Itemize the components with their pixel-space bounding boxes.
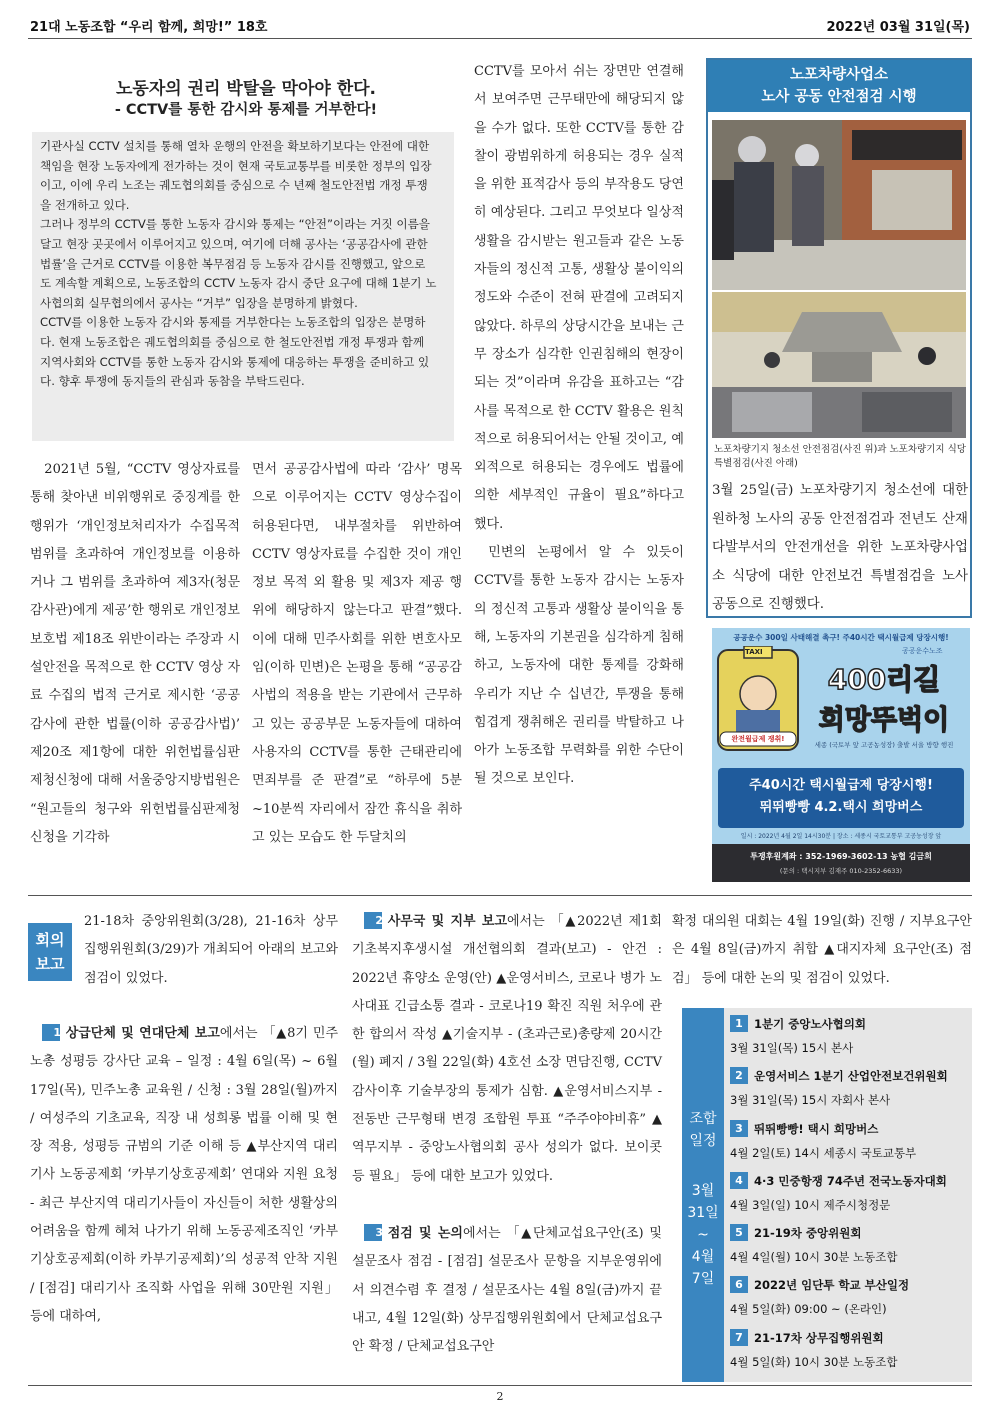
schedule-label-line: 조합	[689, 1111, 717, 1127]
article-column-3	[474, 58, 684, 794]
article-summary-box	[32, 132, 454, 441]
section-divider	[28, 895, 972, 896]
article-column-2	[252, 456, 462, 852]
schedule-list	[730, 1012, 968, 1378]
summary-line: 지역사회와 CCTV를 통한 노동자 감시와 통제에 대응하는 투쟁을 준비하고 있	[40, 354, 430, 369]
newsletter-title: 21대 노동조합 “우리 함께, 희망!” 18호	[30, 20, 268, 35]
panel-title	[708, 60, 970, 112]
meeting-report-label	[28, 923, 72, 981]
schedule-item-detail: 4월 5일(화) 09:00 ~ (온라인)	[730, 1302, 887, 1317]
union-schedule	[682, 1008, 972, 1382]
inspection-photo-bottom	[712, 292, 966, 438]
inspection-photo-top	[712, 120, 966, 290]
article-paragraph: 면서 공공감사법에 따라 ‘감사’ 명목으로 이루어지는 CCTV 영상수집이 허용된다면, 내부절차를 위반하여 CCTV 영상자료를 수집한 것이 개인정보 목적 외 활용 및 제3자 제공 행위에 해당하지 않는다고 판결”했다. 이에 대해 민주사회를 위한 변호사모임(이하 민변)은 논평을 통해 “공공감사법의 적용을 받는 기관에서 근무하고 있는 공공부문 노동자들에 대하여 사용자의 CCTV를 통한 근태관리에 면죄부를 준 판결”로 “하루에 5분~10분씩 자리에서 잠깐 휴식을 취하고 있는 모습도 한 두달치의	[252, 462, 462, 845]
label-line-1: 회의	[35, 931, 65, 949]
schedule-item-detail: 3월 31일(목) 15시 본사	[730, 1041, 854, 1055]
article-paragraph: 민변의 논평에서 알 수 있듯이 CCTV를 통한 노동자 감시는 노동자의 정신적 고통과 생활상 불이익을 통해, 노동자의 기본권을 심각하게 침해하고, 노동자에 대한 통제를 강화해 우리가 지난 수 십년간, 투쟁을 통해 힘겹게 쟁취해온 권리를 박탈하고 나아가 노동조합 무력화를 위한 수단이 될 것으로 보인다.	[474, 545, 684, 787]
summary-line: 을 전개하고 있다.	[40, 197, 130, 212]
article-subtitle: - CCTV를 통한 감시와 통제를 거부한다!	[114, 102, 378, 118]
meeting-section-3-continued: 확정 대의원 대회는 4월 19일(화) 진행 / 지부요구안은 4월 8일(금)까지 취합 ▲대지자체 요구안(조) 점검」 등에 대한 논의 및 점검이 있었다.	[672, 914, 972, 986]
schedule-item	[730, 1064, 968, 1116]
schedule-item-number: 6	[730, 1276, 748, 1293]
schedule-item-detail: 4월 2일(토) 14시 세종시 국토교통부	[730, 1145, 917, 1160]
panel-text: 3월 25일(금) 노포차량기지 청소선에 대한 원하청 노사의 공동 안전점검과 전년도 산재 다발부서의 안전개선을 위한 노포차량사업소 식당에 대한 안전보건 특별점검을 노사 공동으로 진행했다.	[712, 483, 968, 612]
schedule-item	[730, 1169, 968, 1221]
article-paragraph: 2021년 5월, “CCTV 영상자료를 통해 찾아낸 비위행위로 중징계를 한 행위가 ‘개인정보처리자가 수집목적 범위를 초과하여 개인정보를 이용하거나 그 범위를 초과하여 제3자(청문감사관)에게 제공’한 행위로 개인정보보호법 제18조 위반이라는 주장과 시설안전을 목적으로 한 CCTV 영상 자료 수집의 법적 근거로 제시한 ‘공공감사에 관한 법률(이하 공공감사법)’ 제20조 제1항에 대한 위헌법률심판제청신청에 대해 서울중앙지방법원은 “원고들의 청구와 위헌법률심판제청신청을 기각하	[30, 462, 240, 845]
taxi-hope-bus-poster	[712, 628, 970, 882]
summary-line: 기관사실 CCTV 설치를 통해 열차 운행의 안전을 확보하기보다는 안전에 대한	[40, 139, 430, 153]
schedule-item-number: 5	[730, 1224, 748, 1241]
schedule-label	[682, 1008, 724, 1382]
section-3-text: 에서는 「▲단체교섭요구안(조) 및 설문조사 점검 - [점검] 설문조사 문항을 지부운영위에서 의견수렴 후 결정 / 설문조사는 4월 8일(금)까지 끝내고, 4월 12일(화) 상무집행위원회에서 단체교섭요구안 확정 / 단체교섭요구안	[352, 1226, 662, 1355]
article-title: 노동자의 권리 박탈을 막아야 한다.	[115, 79, 377, 99]
schedule-item-title: 2022년 임단투 학교 부산일정	[754, 1278, 910, 1293]
schedule-item	[730, 1117, 968, 1169]
schedule-item-detail: 4월 5일(화) 10시 30분 노동조합	[730, 1354, 898, 1369]
poster-headline-1: 400리길	[827, 663, 941, 696]
summary-line: 그러나 정부의 CCTV를 통한 노동자 감시와 통제는 “안전”이라는 거짓 이름을	[40, 217, 430, 232]
poster-banner	[718, 768, 964, 828]
schedule-label-line: 일정	[689, 1133, 717, 1149]
header-divider	[28, 38, 972, 39]
schedule-item-title: 21-17차 상무집행위원회	[754, 1330, 884, 1345]
schedule-item-detail: 3월 31일(목) 15시 자회사 본사	[730, 1093, 891, 1108]
meeting-intro: 21-18차 중앙위원회(3/28), 21-16차 상무집행위원회(3/29)가 개최되어 아래의 보고와 점검이 있었다.	[84, 914, 338, 986]
schedule-item-number: 2	[730, 1067, 748, 1084]
schedule-item-number: 1	[730, 1015, 748, 1032]
schedule-item-title: 뛰뛰빵빵! 택시 희망버스	[754, 1121, 879, 1136]
schedule-item-title: 21-19차 중앙위원회	[754, 1226, 862, 1241]
schedule-item-title: 4·3 민중항쟁 74주년 전국노동자대회	[754, 1173, 947, 1188]
schedule-item-detail: 4월 3일(일) 10시 제주시청정문	[730, 1197, 891, 1212]
range-line: 31일	[687, 1205, 719, 1221]
schedule-item	[730, 1221, 968, 1273]
poster-banner-line-2: 뛰뛰빵빵 4.2.택시 희망버스	[759, 800, 923, 815]
schedule-item	[730, 1273, 968, 1325]
photo-caption: 노포차량기지 청소선 안전점검(사진 위)과 노포차량기지 식당 특별점검(사진 아래)	[714, 444, 966, 469]
range-line: ~	[697, 1227, 709, 1243]
schedule-item-number: 3	[730, 1120, 748, 1137]
summary-line: 다. 현재 노동조합은 궤도협의회를 중심으로 한 철도안전법 개정 투쟁과 함께	[40, 334, 425, 349]
meeting-section-1	[30, 1020, 338, 1331]
section-2-title: 사무국 및 지부 보고	[387, 914, 507, 929]
section-number-badge: 3	[364, 1224, 382, 1241]
article-summary	[40, 137, 446, 392]
issue-date: 2022년 03월 31일(목)	[826, 20, 970, 35]
poster-sign: 완전월급제 쟁취!	[731, 735, 785, 743]
footer-divider	[28, 1385, 972, 1386]
schedule-item	[730, 1012, 968, 1064]
section-number-badge: 1	[42, 1024, 60, 1041]
range-line: 4월	[691, 1249, 715, 1265]
schedule-item-number: 4	[730, 1172, 748, 1189]
section-3-title: 점검 및 논의	[387, 1226, 463, 1241]
meeting-section-3	[352, 1220, 662, 1361]
summary-line: CCTV를 이용한 노동자 감시와 통제를 거부한다는 노동조합의 입장은 분명하	[40, 315, 426, 330]
schedule-item	[730, 1326, 968, 1378]
poster-top-text: 공공운수 300일 사태해결 촉구! 주40시간 택시월급제 당장시행!	[733, 633, 949, 642]
schedule-item-number: 7	[730, 1329, 748, 1346]
union-logo: 공공운수노조	[902, 647, 943, 655]
summary-line: 이고, 이에 우리 노조는 궤도협의회를 중심으로 수 년째 철도안전법 개정 투쟁	[40, 178, 428, 193]
section-number-badge: 2	[364, 912, 382, 929]
poster-contact: (문의 : 택시지부 김재주 010-2352-6633)	[779, 867, 903, 875]
page-number: 2	[496, 1390, 504, 1403]
taxi-sign: TAXI	[745, 648, 763, 656]
poster-banner-line-1: 주40시간 택시월급제 당장시행!	[749, 778, 933, 793]
section-1-title: 상급단체 및 연대단체 보고	[65, 1026, 220, 1041]
summary-line: 책임을 현장 노동자에게 전가하는 것이 현재 국토교통부를 비롯한 정부의 입장	[40, 158, 432, 173]
range-line: 3월	[691, 1183, 715, 1199]
donation-account: 투쟁후원계좌 : 352-1969-3602-13 농협 김금희	[750, 852, 932, 861]
schedule-item-title: 1분기 중앙노사협의회	[754, 1017, 866, 1031]
schedule-label-title	[682, 1108, 724, 1152]
panel-title-line-1: 노포차량사업소	[789, 67, 889, 83]
poster-route: 세종 (국토부 앞 고공농성장) 출발 서울 방향 행진	[814, 741, 954, 749]
summary-line: 다. 향후 투쟁에 동지들의 관심과 동참을 부탁드린다.	[40, 374, 305, 389]
meeting-section-2	[352, 908, 662, 1191]
poster-headline-2: 희망뚜벅이	[818, 705, 950, 736]
poster-footer	[712, 844, 970, 882]
summary-line: 달고 현장 곳곳에서 이루어지고 있으며, 여기에 더해 공사는 ‘공공감사에 관한	[40, 236, 428, 251]
panel-title-line-2: 노사 공동 안전점검 시행	[761, 89, 917, 105]
summary-line: 도 계속할 계획으로, 노동조합의 CCTV 노동자 감시 중단 요구에 대해 1분기 노	[40, 276, 437, 291]
schedule-item-detail: 4월 4일(월) 10시 30분 노동조합	[730, 1250, 898, 1265]
section-1-text: 에서는 「▲8기 민주노총 성평등 강사단 교육 – 일정 : 4월 6일(목) ~ 6월 17일(목), 민주노총 교육원 / 신청 : 3월 28일(월)까지 / 여성주의 기초교육, 직장 내 성희롱 법률 이해 및 현장 적용, 성평등 규범의 기준 이해 등 ▲부산지역 대리기사 노동공제회 ‘카부기상호공제회’ 연대와 지원 요청 - 최근 부산지역 대리기사들이 자신들이 처한 생활상의 어려움을 함께 헤쳐 나가기 위해 노동공제조직인 ‘카부기상호공제회(이하 카부기공제회)’의 성공적 안착 지원 / [점검] 대리기사 조직화 사업을 위해 30만원 지원」 등에 대하여,	[30, 1026, 338, 1324]
safety-inspection-panel	[706, 58, 972, 618]
summary-line: 법률’을 근거로 CCTV를 이용한 복무점검 등 노동자 감시를 진행했고, 앞으로	[40, 256, 426, 271]
range-line: 7일	[691, 1271, 715, 1287]
summary-line: 사협의회 실무협의에서 공사는 “거부” 입장을 분명하게 밝혔다.	[40, 295, 358, 310]
schedule-item-title: 운영서비스 1분기 산업안전보건위원회	[754, 1069, 948, 1084]
schedule-date-range	[682, 1180, 724, 1290]
poster-info: 일시 : 2022년 4월 2일 14시30분 | 장소 : 세종시 국토교통부 고공농성장 앞	[740, 833, 942, 840]
section-2-text: 에서는 「▲2022년 제1회 기초복지후생시설 개선협의회 결과(보고) - 안건 : 2022년 휴양소 운영(안) ▲운영서비스, 코로나 병가 노사대표 긴급소통 결과 - 코로나19 확진 직원 처우에 관한 합의서 작성 ▲기술지부 - (초과근로)총량제 20시간(월) 폐지 / 3월 22일(화) 4호선 소장 면담진행, CCTV감사이후 기술부장의 통제가 심함. ▲운영서비스지부 - 전동반 근무형태 변경 조합원 투표 “주주야야비휴” ▲역무지부 - 중앙노사협의회 공사 성의가 없다. 보이콧 등 필요」 등에 대한 보고가 있었다.	[352, 914, 662, 1184]
article-column-1	[30, 456, 240, 852]
article-paragraph: CCTV를 모아서 쉬는 장면만 연결해서 보여주면 근무태만에 해당되지 않을 수가 없다. 또한 CCTV를 통한 감찰이 광범위하게 허용되는 경우 실적을 위한 표적감사 등의 부작용도 당연히 예상된다. 그리고 무엇보다 일상적 생활을 감시받는 원고들과 같은 노동자들의 정신적 고통, 생활상 불이익의 정도와 수준이 전혀 판결에 고려되지 않았다. 하루의 상당시간을 보내는 근무 장소가 심각한 인권침해의 현장이 되는 것”이라며 유감을 표하고는 “감사를 목적으로 한 CCTV 활용은 원칙적으로 허용되어서는 안될 것이고, 예외적으로 허용되는 경우에도 법률에 의한 세부적인 규율이 필요”하다고 했다.	[474, 64, 684, 532]
label-line-2: 보고	[35, 955, 65, 973]
